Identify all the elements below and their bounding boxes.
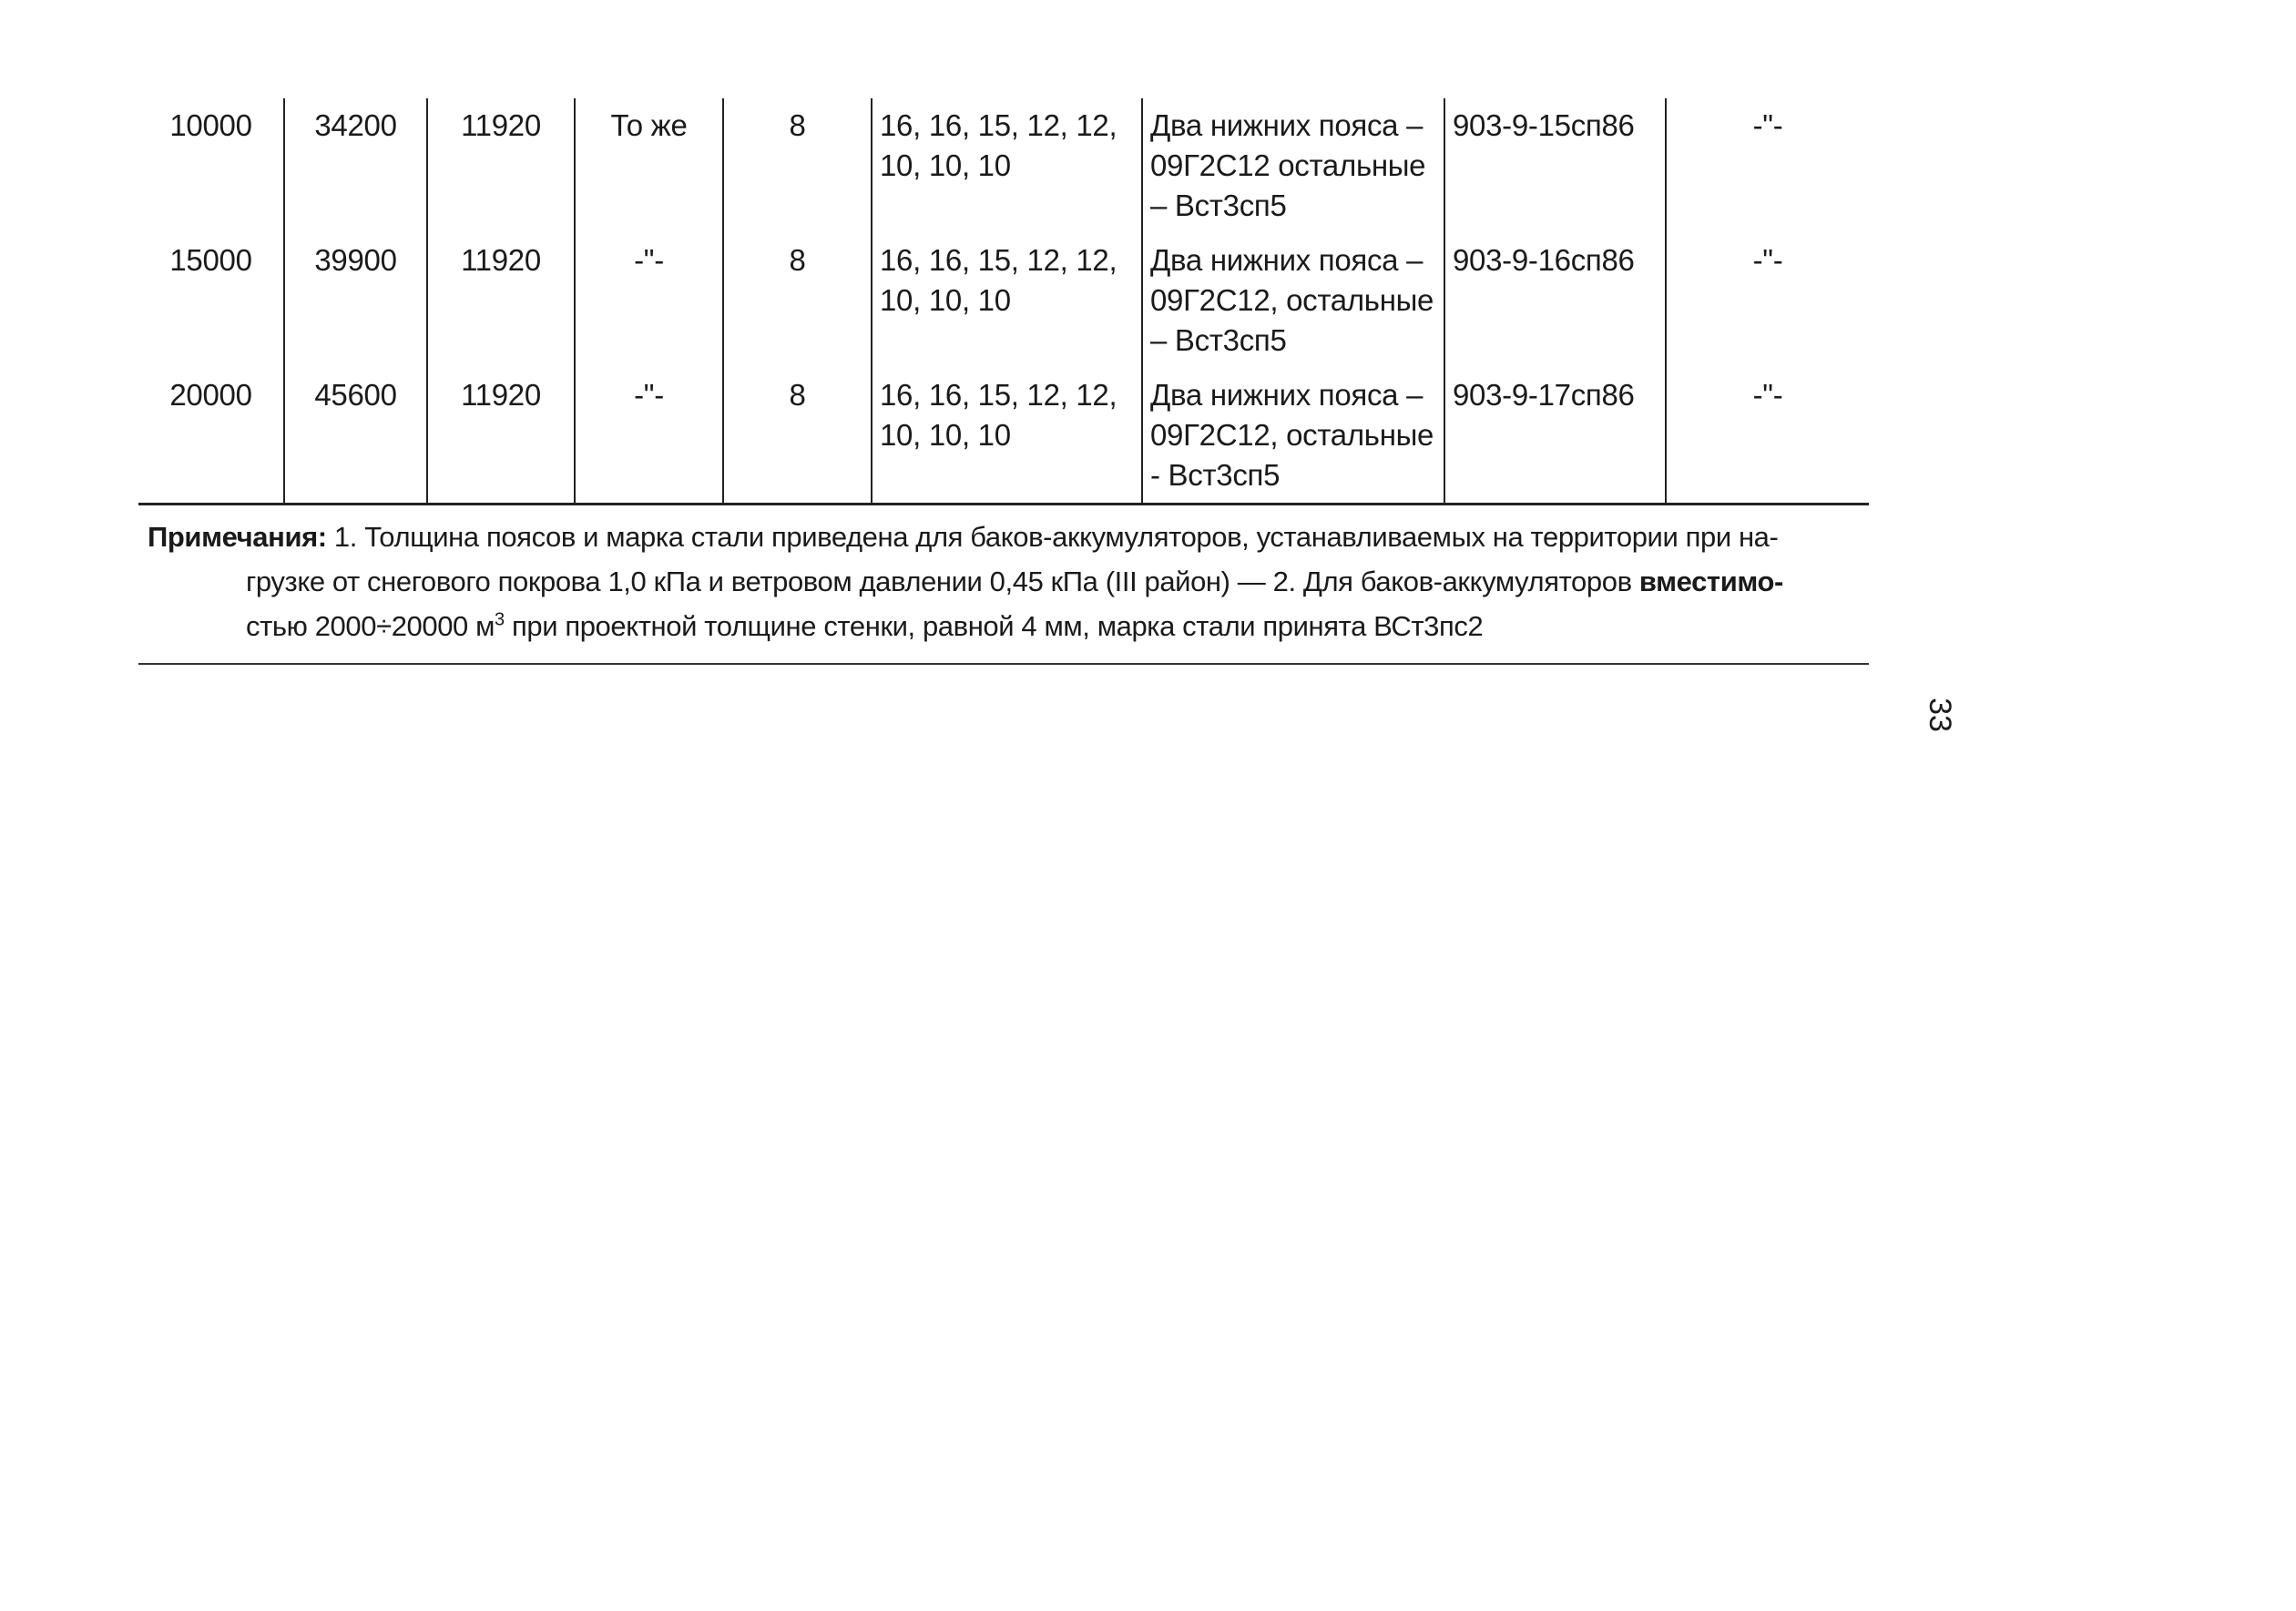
cell-col2: 34200 xyxy=(284,98,427,233)
cell-steel xyxy=(1142,233,1444,368)
cell-thickness xyxy=(872,98,1142,233)
notes-superscript: 3 xyxy=(495,609,505,630)
steel-line: Два нижних пояса – xyxy=(1150,378,1424,412)
steel-line: Два нижних пояса – xyxy=(1150,108,1424,142)
notes-label: Примечания: xyxy=(148,521,327,553)
bottom-rule xyxy=(138,663,1869,665)
table-row xyxy=(138,368,1869,505)
cell-last: -"- xyxy=(1666,98,1869,233)
thickness-line: 10, 10, 10 xyxy=(880,148,1011,182)
cell-col5: 8 xyxy=(723,368,872,505)
cell-steel xyxy=(1142,98,1444,233)
cell-thickness xyxy=(872,233,1142,368)
cell-volume: 20000 xyxy=(138,368,284,505)
cell-col3: 11920 xyxy=(427,233,575,368)
cell-project: 903-9-15сп86 xyxy=(1444,98,1666,233)
cell-col3: 11920 xyxy=(427,98,575,233)
thickness-line: 16, 16, 15, 12, 12, xyxy=(880,378,1117,412)
table-row xyxy=(138,98,1869,233)
steel-line: 09Г2С12, остальные xyxy=(1150,418,1434,452)
thickness-line: 10, 10, 10 xyxy=(880,283,1011,317)
cell-col5: 8 xyxy=(723,98,872,233)
cell-col4: -"- xyxy=(575,233,723,368)
notes-line-1 xyxy=(148,515,1860,559)
steel-line: 09Г2С12 остальные xyxy=(1150,148,1426,182)
notes-text-2b: вместимо- xyxy=(1638,566,1783,597)
cell-volume: 15000 xyxy=(169,243,252,277)
cell-project: 903-9-16сп86 xyxy=(1444,233,1666,368)
steel-line: - Вст3сп5 xyxy=(1150,458,1281,492)
cell-col4: -"- xyxy=(575,368,723,505)
cell-steel xyxy=(1142,368,1444,505)
steel-line: Два нижних пояса – xyxy=(1150,243,1424,277)
cell-volume: 10000 xyxy=(169,108,252,142)
cell-col3: 11920 xyxy=(427,368,575,505)
cell-col4: То же xyxy=(575,98,723,233)
thickness-line: 10, 10, 10 xyxy=(880,418,1011,452)
notes-text-2a: грузке от снегового покрова 1,0 кПа и ветровом давлении 0,45 кПа (III район) — 2. Для баков-аккумуляторов xyxy=(246,566,1639,597)
cell-last: -"- xyxy=(1666,233,1869,368)
page-number: 33 xyxy=(1923,698,1957,732)
cell-col2: 39900 xyxy=(284,233,427,368)
notes-block xyxy=(148,515,1860,648)
data-table xyxy=(138,98,1869,505)
notes-line-3 xyxy=(148,604,1860,648)
cell-thickness xyxy=(872,368,1142,505)
steel-line: 09Г2С12, остальные xyxy=(1150,283,1434,317)
notes-text-3b: при проектной толщине стенки, равной 4 мм, марка стали принята ВСт3пс2 xyxy=(504,610,1484,642)
cell-col2: 45600 xyxy=(284,368,427,505)
cell-project: 903-9-17сп86 xyxy=(1444,368,1666,505)
steel-line: – Вст3сп5 xyxy=(1150,189,1287,222)
thickness-line: 16, 16, 15, 12, 12, xyxy=(880,243,1117,277)
cell-last: -"- xyxy=(1666,368,1869,505)
notes-text-1: 1. Толщина поясов и марка стали приведена для баков-аккумуляторов, устанавливаемых на территории при на- xyxy=(326,521,1779,553)
steel-line: – Вст3сп5 xyxy=(1150,323,1287,357)
thickness-line: 16, 16, 15, 12, 12, xyxy=(880,108,1117,142)
table-row xyxy=(138,233,1869,368)
cell-col5: 8 xyxy=(723,233,872,368)
notes-text-3a: стью 2000÷20000 м xyxy=(246,610,495,642)
notes-line-2 xyxy=(148,559,1860,604)
